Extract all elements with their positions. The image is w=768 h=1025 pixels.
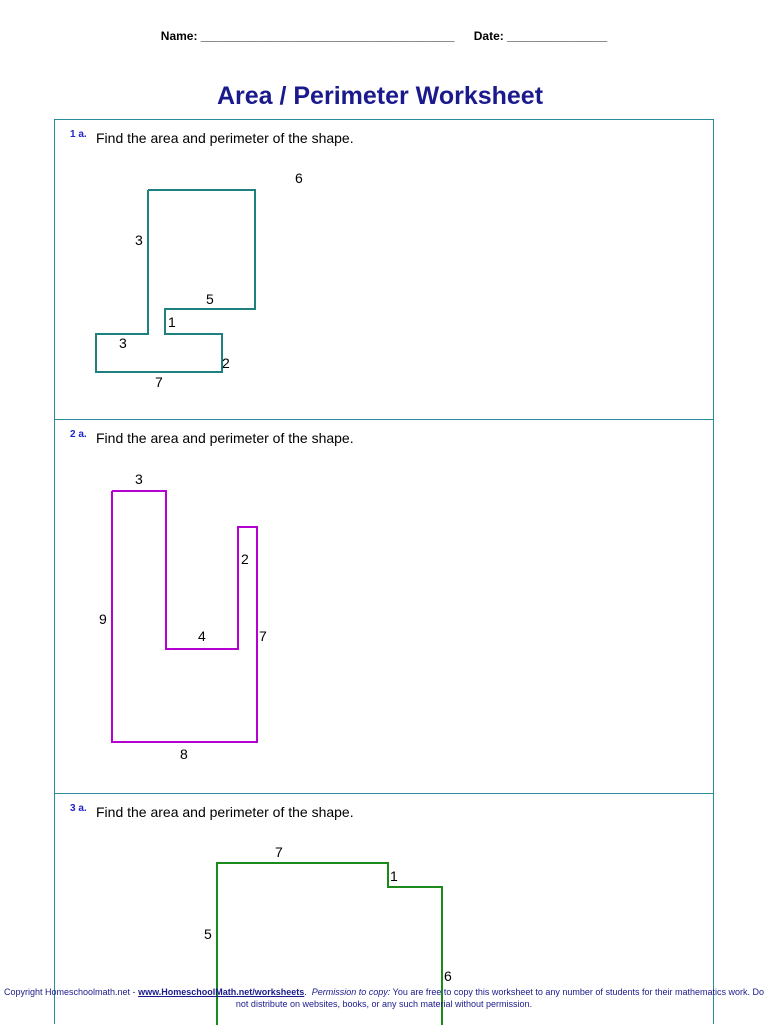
dimension-label: 8 xyxy=(180,746,188,762)
header-line xyxy=(0,29,768,43)
dimension-label: 9 xyxy=(99,611,107,627)
name-field-label: Name: ______________________________________ xyxy=(160,29,455,43)
dimension-label: 7 xyxy=(259,628,267,644)
dimension-label: 2 xyxy=(222,355,230,371)
dimension-label: 3 xyxy=(119,335,127,351)
dimension-label: 1 xyxy=(390,868,398,884)
problem-number: 3 a. xyxy=(70,803,87,814)
problem-panel-1 xyxy=(54,119,714,420)
copyright-footer: Copyright Homeschoolmath.net - www.HomeschoolMath.net/worksheets. Permission to copy: You are free to copy this worksheet to any number of students for their mathematics work. Do not distribute on websites, books, or any such material without permission. xyxy=(4,987,764,1009)
copyright-text: Copyright Homeschoolmath.net - xyxy=(4,987,139,997)
problem-prompt: Find the area and perimeter of the shape. xyxy=(96,804,354,820)
page-title: Area / Perimeter Worksheet xyxy=(216,82,544,110)
problem-prompt: Find the area and perimeter of the shape. xyxy=(96,130,354,146)
dimension-label: 7 xyxy=(275,844,283,860)
permission-label: Permission to copy: xyxy=(311,987,391,997)
problem-panel-2 xyxy=(54,419,714,794)
problem-number: 2 a. xyxy=(70,429,87,440)
dimension-label: 7 xyxy=(155,374,163,390)
date-field-label: Date: _______________ xyxy=(473,29,608,43)
dimension-label: 6 xyxy=(295,170,303,186)
worksheets-link[interactable]: www.HomeschoolMath.net/worksheets xyxy=(138,987,305,997)
dimension-label: 1 xyxy=(168,314,176,330)
shape-outline xyxy=(112,491,257,742)
dimension-label: 5 xyxy=(206,291,214,307)
dimension-label: 5 xyxy=(204,926,212,942)
shape-figure-1 xyxy=(55,120,715,421)
problem-number: 1 a. xyxy=(70,129,87,140)
problem-prompt: Find the area and perimeter of the shape. xyxy=(96,430,354,446)
dimension-label: 6 xyxy=(444,968,452,984)
dimension-label: 2 xyxy=(241,551,249,567)
shape-figure-2 xyxy=(55,420,715,795)
dimension-label: 4 xyxy=(198,628,206,644)
permission-text: You are free to copy this worksheet to any number of students for their mathematics work. Do not distribute on websites, books, or any such material without permission. xyxy=(235,987,764,1009)
dimension-label: 3 xyxy=(135,232,143,248)
dimension-label: 3 xyxy=(135,471,143,487)
